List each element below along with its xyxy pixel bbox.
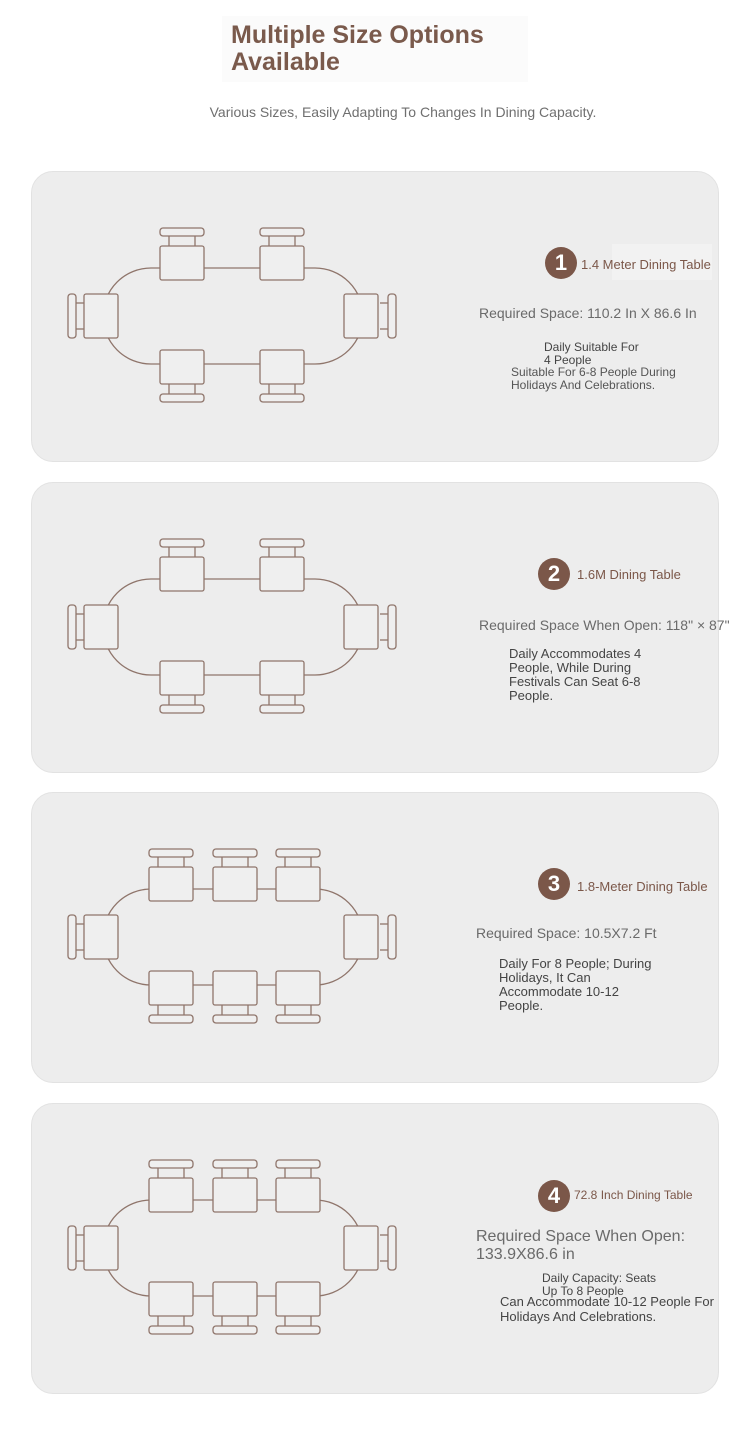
size-option-card-2 (31, 482, 730, 773)
chair-icon (160, 539, 204, 591)
chair-icon (149, 849, 193, 901)
page-title: Multiple Size Options Available (231, 21, 484, 76)
table-shape (103, 579, 363, 675)
chair-icon (149, 971, 193, 1023)
required-space: Required Space: 110.2 In X 86.6 In (479, 305, 697, 321)
chair-icon (276, 849, 320, 901)
chair-icon (213, 1160, 257, 1212)
chair-icon (260, 228, 304, 280)
chair-icon (276, 1282, 320, 1334)
size-number-badge: 2 (538, 558, 570, 590)
chair-icon (149, 1282, 193, 1334)
daily-capacity: Daily Accommodates 4 People, While During Festivals Can Seat 6-8 People. (509, 646, 642, 703)
chair-icon (260, 539, 304, 591)
chair-icon (276, 1160, 320, 1212)
daily-capacity: Daily Suitable For 4 People (544, 340, 639, 367)
chair-icon (68, 1226, 118, 1270)
chair-icon (213, 849, 257, 901)
chair-icon (160, 350, 204, 402)
chair-icon (68, 915, 118, 959)
size-number-badge: 3 (538, 868, 570, 900)
chair-icon (160, 228, 204, 280)
size-option-card-3 (31, 792, 719, 1083)
chair-icon (260, 350, 304, 402)
daily-capacity: Daily Capacity: Seats Up To 8 People (542, 1271, 657, 1298)
size-number-badge: 4 (538, 1180, 570, 1212)
chair-icon (68, 605, 118, 649)
chair-icon (213, 971, 257, 1023)
table-size-title: 1.8-Meter Dining Table (577, 879, 708, 894)
holiday-capacity: Can Accommodate 10-12 People For Holidays And Celebrations. (500, 1294, 714, 1324)
chair-icon (344, 294, 396, 338)
table-shape (103, 268, 363, 364)
required-space: Required Space: 10.5X7.2 Ft (476, 925, 657, 941)
table-size-title: 72.8 Inch Dining Table (574, 1188, 693, 1202)
daily-capacity: Daily For 8 People; During Holidays, It Can Accommodate 10-12 People. (499, 956, 652, 1013)
size-option-card-1 (31, 171, 719, 462)
chair-icon (344, 1226, 396, 1270)
chair-icon (344, 915, 396, 959)
size-number-badge: 1 (545, 247, 577, 279)
chair-icon (149, 1160, 193, 1212)
table-size-title: 1.4 Meter Dining Table (581, 257, 711, 272)
holiday-capacity: Suitable For 6-8 People During Holidays And Celebrations. (511, 365, 676, 392)
page-subtitle: Various Sizes, Easily Adapting To Changes In Dining Capacity. (209, 104, 597, 120)
chair-icon (260, 661, 304, 713)
chair-icon (276, 971, 320, 1023)
chair-icon (160, 661, 204, 713)
chair-icon (213, 1282, 257, 1334)
chair-icon (68, 294, 118, 338)
chair-icon (344, 605, 396, 649)
required-space: Required Space When Open: 133.9X86.6 in (476, 1228, 686, 1263)
required-space: Required Space When Open: 118" × 87" (479, 617, 730, 633)
size-option-card-4 (31, 1103, 719, 1394)
table-size-title: 1.6M Dining Table (577, 567, 681, 582)
